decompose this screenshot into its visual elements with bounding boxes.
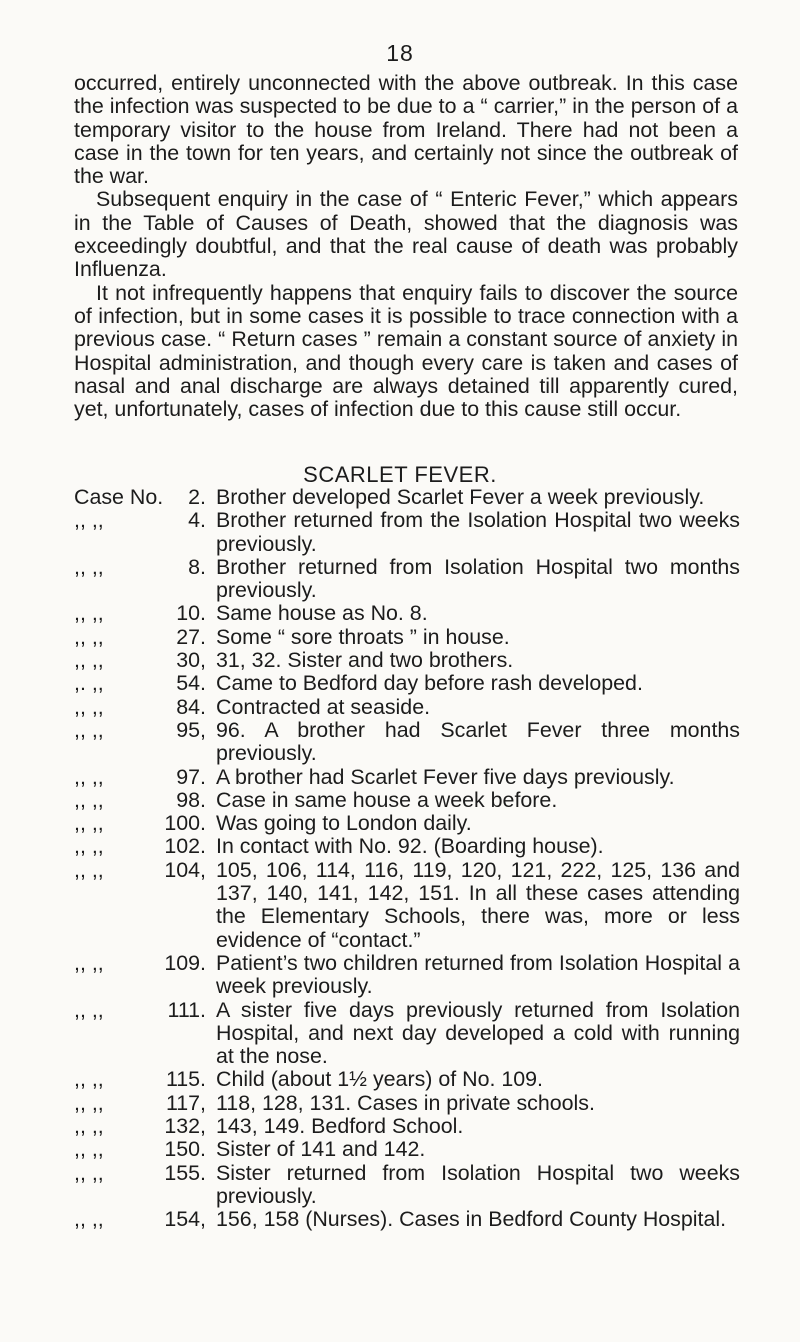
case-row xyxy=(74,789,740,812)
case-number: 100. xyxy=(164,811,206,836)
case-number: 30, xyxy=(176,648,206,673)
case-label: ,, ,, xyxy=(74,1160,104,1185)
paragraph: Subsequent enquiry in the case of “ Enteric Fever,” which appears in the Table of Causes of Death, showed that the diagnosis was exceedingly doubtful, and that the real cause of death was probably Influenza. xyxy=(74,187,738,282)
case-number: 111. xyxy=(167,997,206,1022)
case-label: ,. ,, xyxy=(74,671,104,696)
case-row xyxy=(74,602,740,625)
case-description: In contact with No. 92. (Boarding house). xyxy=(216,834,604,859)
case-label: ,, ,, xyxy=(74,694,104,719)
case-number: 27. xyxy=(176,624,206,649)
case-description: Brother returned from Isolation Hospital two months previously. xyxy=(216,554,740,603)
case-description: Same house as No. 8. xyxy=(216,601,428,626)
case-row xyxy=(74,952,740,999)
case-number: 95, xyxy=(176,717,206,742)
case-number: 150. xyxy=(164,1137,206,1162)
case-label: ,, ,, xyxy=(74,857,104,882)
case-description: Patient’s two children returned from Isolation Hospital a week previously. xyxy=(216,950,740,999)
case-number: 84. xyxy=(176,694,206,719)
case-description: Sister of 141 and 142. xyxy=(216,1137,426,1162)
case-number: 102. xyxy=(164,834,206,859)
case-label: ,, ,, xyxy=(74,997,104,1022)
case-label: ,, ,, xyxy=(74,811,104,836)
case-row xyxy=(74,509,740,556)
case-row xyxy=(74,766,740,789)
case-row xyxy=(74,672,740,695)
section-title: SCARLET FEVER. xyxy=(303,462,497,487)
case-label: ,, ,, xyxy=(74,601,104,626)
case-label: Case No. xyxy=(74,485,164,509)
page-number: 18 xyxy=(386,40,414,66)
case-description: 156, 158 (Nurses). Cases in Bedford County Hospital. xyxy=(216,1207,727,1232)
case-number: 104, xyxy=(164,857,206,882)
case-number: 10. xyxy=(176,601,206,626)
case-row xyxy=(74,835,740,858)
case-label: ,, ,, xyxy=(74,624,104,649)
case-row xyxy=(74,1092,740,1115)
case-label: ,, ,, xyxy=(74,554,104,579)
case-number: 155. xyxy=(164,1160,206,1185)
case-description: Brother returned from the Isolation Hospital two weeks previously. xyxy=(216,508,740,556)
paragraph: It not infrequently happens that enquiry fails to discover the source of infection, but in some cases it is possible to trace connection with a previous case. “ Return cases ” remain a constant source of anxiety in Hospital administration, and though every care is taken and cases of nasal and anal discharge are always detained till apparently cured, yet, unfortunately, cases of infection due to this cause still occur. xyxy=(74,280,738,422)
case-label: ,, ,, xyxy=(74,1207,104,1232)
case-row xyxy=(74,1068,740,1091)
case-description: Some “ sore throats ” in house. xyxy=(216,624,510,649)
intro-text xyxy=(74,72,738,421)
case-label: ,, ,, xyxy=(74,1067,104,1092)
case-number: 4. xyxy=(188,508,206,533)
case-number: 97. xyxy=(176,764,206,789)
case-number: 98. xyxy=(176,787,206,812)
case-label: ,, ,, xyxy=(74,508,104,533)
case-row xyxy=(74,486,740,509)
case-label: ,, ,, xyxy=(74,787,104,812)
case-description: Case in same house a week before. xyxy=(216,787,558,812)
case-description: 143, 149. Bedford School. xyxy=(216,1114,464,1139)
case-description: Brother developed Scarlet Fever a week previously. xyxy=(216,485,705,509)
case-label: ,, ,, xyxy=(74,950,104,975)
case-row xyxy=(74,1162,740,1209)
case-description: 118, 128, 131. Cases in private schools. xyxy=(216,1090,595,1115)
case-row xyxy=(74,626,740,649)
case-row xyxy=(74,812,740,835)
case-label: ,, ,, xyxy=(74,1137,104,1162)
case-label: ,, ,, xyxy=(74,648,104,673)
case-label: ,, ,, xyxy=(74,1114,104,1139)
case-number: 2. xyxy=(188,485,206,509)
case-label: ,, ,, xyxy=(74,1090,104,1115)
case-row xyxy=(74,649,740,672)
case-row xyxy=(74,696,740,719)
case-number: 154, xyxy=(164,1207,206,1232)
case-description: Child (about 1½ years) of No. 109. xyxy=(216,1067,543,1092)
case-number: 8. xyxy=(188,554,206,579)
case-description: 105, 106, 114, 116, 119, 120, 121, 222, 125, 136 and 137, 140, 141, 142, 151. In all these cases attending the Elementary Schools, there was, more or less evidence of “contact.” xyxy=(216,857,740,952)
case-description: A sister five days previously returned from Isolation Hospital, and next day developed a cold with running at the nose. xyxy=(216,997,740,1069)
case-row xyxy=(74,1115,740,1138)
case-number: 115. xyxy=(165,1067,206,1092)
case-description: Was going to London daily. xyxy=(216,811,472,836)
case-row xyxy=(74,999,740,1069)
case-label: ,, ,, xyxy=(74,834,104,859)
case-row xyxy=(74,859,740,952)
case-description: 96. A brother had Scarlet Fever three months previously. xyxy=(216,717,740,766)
case-row xyxy=(74,1208,740,1231)
case-description: 31, 32. Sister and two brothers. xyxy=(216,648,514,673)
case-number: 54. xyxy=(176,671,206,696)
paragraph: occurred, entirely unconnected with the above outbreak. In this case the infection was suspected to be due to a “ carrier,” in the person of a temporary visitor to the house from Ireland. There had not been a case in the town for ten years, and certainly not since the outbreak of the war. xyxy=(74,71,738,189)
case-label: ,, ,, xyxy=(74,764,104,789)
case-description: Came to Bedford day before rash developed. xyxy=(216,671,643,696)
case-number: 117, xyxy=(165,1090,206,1115)
case-description: A brother had Scarlet Fever five days previously. xyxy=(216,764,675,789)
case-number: 132, xyxy=(164,1114,206,1139)
case-description: Contracted at seaside. xyxy=(216,694,431,719)
case-number: 109. xyxy=(164,950,206,975)
case-description: Sister returned from Isolation Hospital two weeks previously. xyxy=(216,1160,740,1208)
case-row xyxy=(74,719,740,766)
case-row xyxy=(74,1138,740,1161)
case-label: ,, ,, xyxy=(74,717,104,742)
case-list xyxy=(74,486,740,1232)
case-row xyxy=(74,556,740,603)
